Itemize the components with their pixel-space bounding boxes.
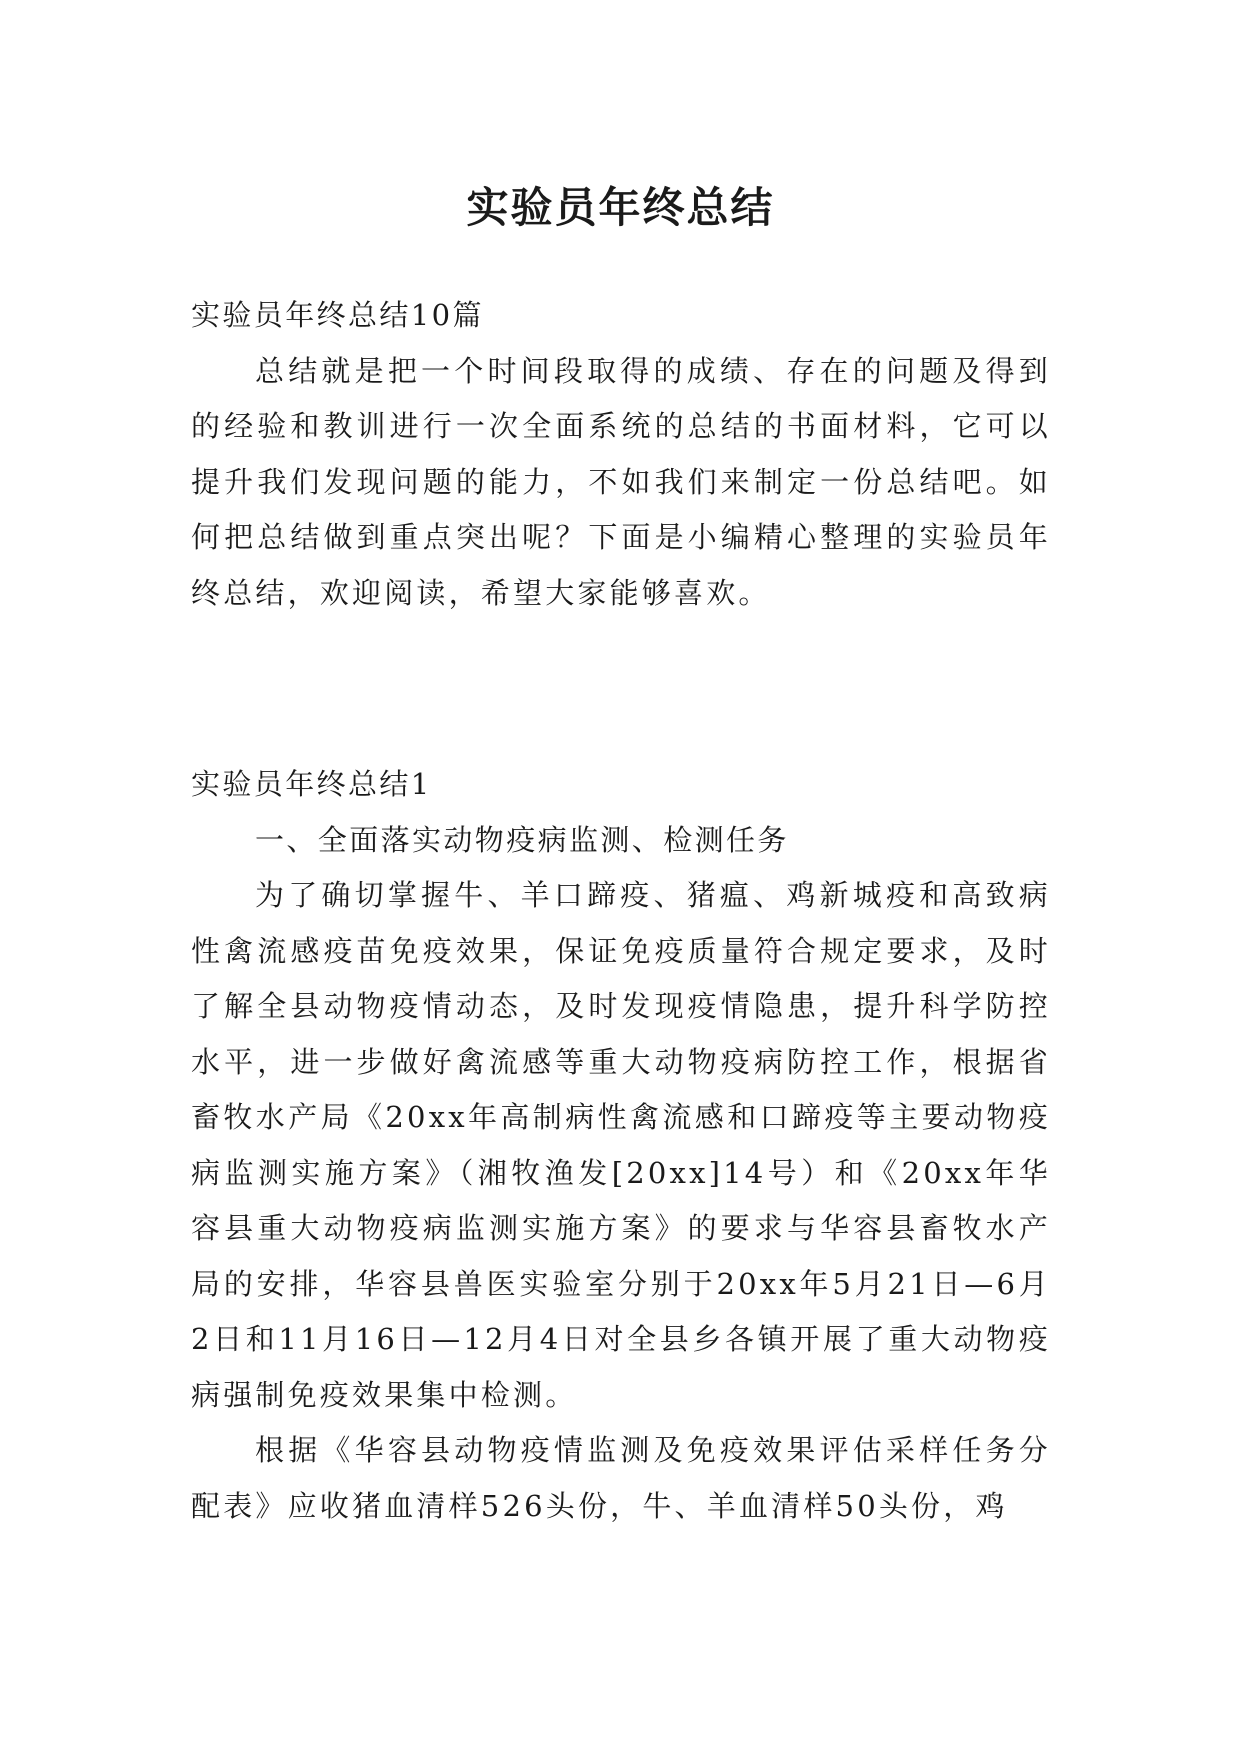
section-1 bbox=[191, 757, 1051, 1534]
document-title: 实验员年终总结 bbox=[466, 183, 775, 233]
section-subheading: 一、全面落实动物疫病监测、检测任务 bbox=[255, 822, 789, 857]
document-subtitle: 实验员年终总结10篇 bbox=[191, 298, 484, 332]
intro-paragraph: 总结就是把一个时间段取得的成绩、存在的问题及得到的经验和教训进行一次全面系统的总结的书面材料，它可以提升我们发现问题的能力，不如我们来制定一份总结吧。如何把总结做到重点突出呢？下面是小编精心整理的实验员年终总结，欢迎阅读，希望大家能够喜欢。 bbox=[191, 353, 1051, 610]
section-paragraph-2: 根据《华容县动物疫情监测及免疫效果评估采样任务分配表》应收猪血清样526头份，牛、羊血清样50头份，鸡 bbox=[191, 1433, 1051, 1523]
section-paragraph-1: 为了确切掌握牛、羊口蹄疫、猪瘟、鸡新城疫和高致病性禽流感疫苗免疫效果，保证免疫质量符合规定要求，及时了解全县动物疫情动态，及时发现疫情隐患，提升科学防控水平，进一步做好禽流感等重大动物疫病防控工作，根据省畜牧水产局《20xx年高制病性禽流感和口蹄疫等主要动物疫病监测实施方案》（湘牧渔发[20xx]14号）和《20xx年华容县重大动物疫病监测实施方案》的要求与华容县畜牧水产局的安排，华容县兽医实验室分别于20xx年5月21日—6月2日和11月16日—12月4日对全县乡各镇开展了重大动物疫病强制免疫效果集中检测。 bbox=[191, 878, 1051, 1412]
section-heading: 实验员年终总结1 bbox=[191, 767, 432, 801]
intro-block bbox=[191, 288, 1051, 621]
